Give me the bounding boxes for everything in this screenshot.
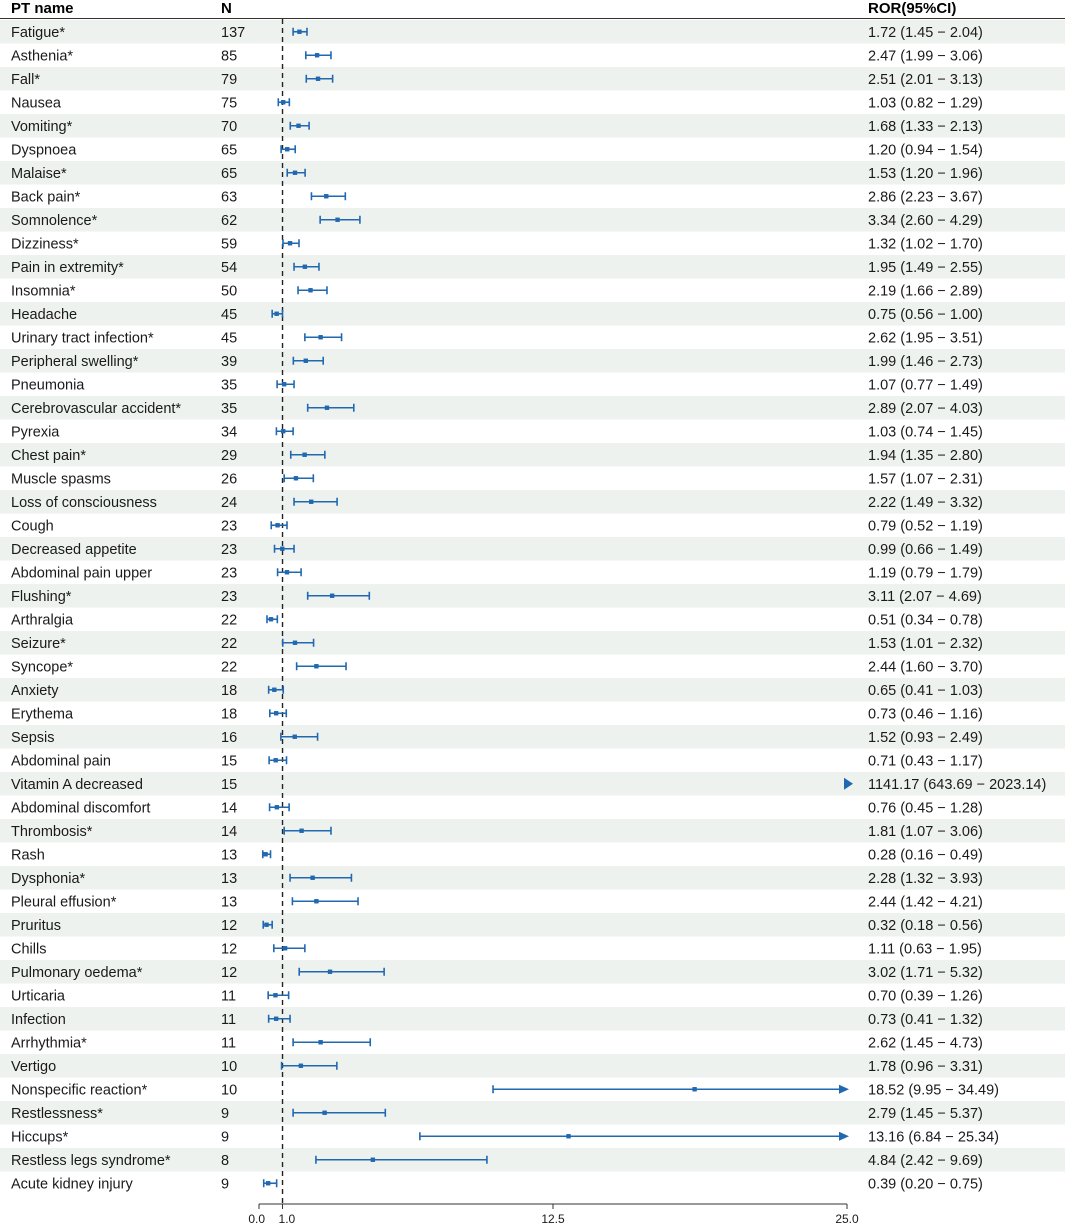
pt-name-label: Acute kidney injury bbox=[11, 1176, 133, 1193]
ror-ci-label: 2.89 (2.07 − 4.03) bbox=[868, 400, 983, 417]
x-tick-label: 1.0 bbox=[278, 1212, 296, 1226]
point-estimate bbox=[692, 1087, 696, 1091]
n-label: 45 bbox=[221, 330, 238, 347]
ror-ci-label: 1.68 (1.33 − 2.13) bbox=[868, 118, 983, 135]
pt-name-label: Pruritus bbox=[11, 917, 61, 934]
n-label: 62 bbox=[221, 212, 238, 229]
n-label: 9 bbox=[221, 1105, 230, 1122]
ror-ci-label: 0.99 (0.66 − 1.49) bbox=[868, 541, 983, 558]
n-label: 9 bbox=[221, 1176, 230, 1193]
point-estimate bbox=[309, 500, 313, 504]
pt-name-label: Urinary tract infection* bbox=[11, 330, 154, 347]
pt-name-label: Urticaria bbox=[11, 988, 65, 1005]
n-label: 15 bbox=[221, 776, 238, 793]
point-estimate bbox=[315, 53, 319, 57]
pt-name-label: Decreased appetite bbox=[11, 541, 137, 558]
n-label: 13 bbox=[221, 870, 238, 887]
point-estimate bbox=[283, 946, 287, 950]
ror-ci-label: 1.19 (0.79 − 1.79) bbox=[868, 565, 983, 582]
pt-name-label: Somnolence* bbox=[11, 212, 98, 229]
n-label: 79 bbox=[221, 71, 238, 88]
point-estimate bbox=[330, 594, 334, 598]
point-estimate bbox=[281, 429, 285, 433]
point-estimate bbox=[293, 171, 297, 175]
n-label: 59 bbox=[221, 236, 238, 253]
ror-ci-label: 1.53 (1.20 − 1.96) bbox=[868, 165, 983, 182]
pt-name-label: Flushing* bbox=[11, 588, 72, 605]
ror-ci-label: 13.16 (6.84 − 25.34) bbox=[868, 1129, 1000, 1146]
ror-ci-label: 1.53 (1.01 − 2.32) bbox=[868, 635, 983, 652]
point-estimate bbox=[310, 876, 314, 880]
n-label: 10 bbox=[221, 1058, 238, 1075]
pt-name-label: Muscle spasms bbox=[11, 471, 111, 488]
pt-name-label: Abdominal discomfort bbox=[11, 800, 151, 817]
ror-ci-label: 1141.17 (643.69 − 2023.14) bbox=[868, 776, 1047, 793]
n-label: 15 bbox=[221, 753, 238, 770]
ror-ci-label: 3.11 (2.07 − 4.69) bbox=[868, 588, 982, 605]
ror-ci-label: 1.95 (1.49 − 2.55) bbox=[868, 259, 983, 276]
point-estimate bbox=[296, 124, 300, 128]
ror-ci-label: 2.44 (1.42 − 4.21) bbox=[868, 894, 983, 911]
ror-ci-label: 0.71 (0.43 − 1.17) bbox=[868, 753, 983, 770]
ror-ci-label: 1.32 (1.02 − 1.70) bbox=[868, 236, 983, 253]
pt-name-label: Insomnia* bbox=[11, 283, 76, 300]
n-label: 14 bbox=[221, 800, 238, 817]
point-estimate bbox=[318, 335, 322, 339]
pt-name-label: Pain in extremity* bbox=[11, 259, 124, 276]
n-label: 14 bbox=[221, 823, 238, 840]
header-ror: ROR(95%CI) bbox=[868, 0, 957, 17]
table-header bbox=[0, 0, 1065, 19]
pt-name-label: Seizure* bbox=[11, 635, 66, 652]
ror-ci-label: 2.62 (1.45 − 4.73) bbox=[868, 1035, 983, 1052]
n-label: 45 bbox=[221, 306, 238, 323]
point-estimate bbox=[273, 993, 277, 997]
n-label: 18 bbox=[221, 682, 238, 699]
x-axis bbox=[248, 1204, 859, 1226]
n-label: 50 bbox=[221, 283, 238, 300]
n-label: 24 bbox=[221, 494, 238, 511]
pt-name-label: Fatigue* bbox=[11, 24, 66, 41]
pt-name-label: Sepsis bbox=[11, 729, 55, 746]
ror-ci-label: 2.22 (1.49 − 3.32) bbox=[868, 494, 983, 511]
pt-name-label: Restlessness* bbox=[11, 1105, 103, 1122]
ror-ci-label: 0.51 (0.34 − 0.78) bbox=[868, 612, 983, 629]
n-label: 34 bbox=[221, 424, 238, 441]
n-label: 11 bbox=[221, 1011, 237, 1028]
ci-arrow-high bbox=[839, 1132, 849, 1141]
pt-name-label: Pleural effusion* bbox=[11, 894, 117, 911]
ror-ci-label: 3.02 (1.71 − 5.32) bbox=[868, 964, 983, 981]
pt-name-label: Peripheral swelling* bbox=[11, 353, 139, 370]
n-label: 12 bbox=[221, 917, 238, 934]
ror-ci-label: 18.52 (9.95 − 34.49) bbox=[868, 1082, 1000, 1099]
pt-name-label: Headache bbox=[11, 306, 78, 323]
pt-name-label: Dyspnoea bbox=[11, 142, 77, 159]
ror-ci-label: 1.99 (1.46 − 2.73) bbox=[868, 353, 983, 370]
ror-ci-label: 2.47 (1.99 − 3.06) bbox=[868, 48, 983, 65]
point-estimate bbox=[371, 1158, 375, 1162]
ror-ci-label: 0.73 (0.46 − 1.16) bbox=[868, 706, 983, 723]
point-estimate bbox=[264, 923, 268, 927]
pt-name-label: Malaise* bbox=[11, 165, 67, 182]
pt-name-label: Cerebrovascular accident* bbox=[11, 400, 182, 417]
n-label: 23 bbox=[221, 541, 238, 558]
pt-name-label: Abdominal pain bbox=[11, 753, 111, 770]
ror-ci-label: 2.51 (2.01 − 3.13) bbox=[868, 71, 983, 88]
pt-name-label: Back pain* bbox=[11, 189, 81, 206]
n-label: 54 bbox=[221, 259, 238, 276]
pt-name-label: Vomiting* bbox=[11, 118, 73, 135]
pt-name-label: Vertigo bbox=[11, 1058, 57, 1075]
pt-name-label: Cough bbox=[11, 518, 54, 535]
ror-ci-label: 0.75 (0.56 − 1.00) bbox=[868, 306, 983, 323]
pt-name-label: Syncope* bbox=[11, 659, 74, 676]
n-label: 70 bbox=[221, 118, 238, 135]
n-label: 22 bbox=[221, 635, 238, 652]
pt-name-label: Arthralgia bbox=[11, 612, 74, 629]
point-estimate bbox=[314, 899, 318, 903]
point-estimate bbox=[293, 641, 297, 645]
n-label: 75 bbox=[221, 95, 238, 112]
pt-name-label: Abdominal pain upper bbox=[11, 565, 153, 582]
point-estimate bbox=[294, 476, 298, 480]
ror-ci-label: 0.39 (0.20 − 0.75) bbox=[868, 1176, 983, 1193]
n-label: 12 bbox=[221, 964, 238, 981]
pt-name-label: Pulmonary oedema* bbox=[11, 964, 143, 981]
n-label: 13 bbox=[221, 894, 238, 911]
n-label: 16 bbox=[221, 729, 238, 746]
ci-arrow-high bbox=[839, 1085, 849, 1094]
ror-ci-label: 1.07 (0.77 − 1.49) bbox=[868, 377, 983, 394]
n-label: 29 bbox=[221, 447, 238, 464]
ror-ci-label: 1.03 (0.82 − 1.29) bbox=[868, 95, 983, 112]
pt-name-label: Chest pain* bbox=[11, 447, 86, 464]
pt-name-label: Dizziness* bbox=[11, 236, 79, 253]
point-estimate bbox=[266, 1181, 270, 1185]
n-label: 11 bbox=[221, 988, 237, 1005]
point-estimate bbox=[274, 312, 278, 316]
ror-ci-label: 0.73 (0.41 − 1.32) bbox=[868, 1011, 983, 1028]
ror-ci-label: 2.62 (1.95 − 3.51) bbox=[868, 330, 983, 347]
point-estimate bbox=[299, 829, 303, 833]
point-estimate bbox=[325, 406, 329, 410]
point-estimate bbox=[285, 147, 289, 151]
n-label: 23 bbox=[221, 518, 238, 535]
ror-ci-label: 1.20 (0.94 − 1.54) bbox=[868, 142, 983, 159]
ror-ci-label: 1.52 (0.93 − 2.49) bbox=[868, 729, 983, 746]
pt-name-label: Arrhythmia* bbox=[11, 1035, 87, 1052]
point-estimate bbox=[274, 711, 278, 715]
ror-ci-label: 3.34 (2.60 − 4.29) bbox=[868, 212, 983, 229]
n-label: 137 bbox=[221, 24, 246, 41]
pt-name-label: Chills bbox=[11, 941, 47, 958]
n-label: 35 bbox=[221, 400, 238, 417]
pt-name-label: Nonspecific reaction* bbox=[11, 1082, 148, 1099]
point-estimate bbox=[328, 970, 332, 974]
n-label: 22 bbox=[221, 612, 238, 629]
n-label: 39 bbox=[221, 353, 238, 370]
ror-ci-label: 1.03 (0.74 − 1.45) bbox=[868, 424, 983, 441]
ror-ci-label: 4.84 (2.42 − 9.69) bbox=[868, 1152, 983, 1169]
pt-name-label: Nausea bbox=[11, 95, 61, 112]
ror-ci-label: 0.70 (0.39 − 1.26) bbox=[868, 988, 983, 1005]
ror-ci-label: 2.86 (2.23 − 3.67) bbox=[868, 189, 983, 206]
point-estimate bbox=[316, 77, 320, 81]
ror-ci-label: 1.72 (1.45 − 2.04) bbox=[868, 24, 983, 41]
n-label: 11 bbox=[221, 1035, 237, 1052]
pt-name-label: Restless legs syndrome* bbox=[11, 1152, 171, 1169]
ror-ci-label: 2.28 (1.32 − 3.93) bbox=[868, 870, 983, 887]
ror-ci-label: 0.65 (0.41 − 1.03) bbox=[868, 682, 983, 699]
point-estimate bbox=[303, 265, 307, 269]
point-estimate bbox=[318, 1040, 322, 1044]
ror-ci-label: 1.78 (0.96 − 3.31) bbox=[868, 1058, 983, 1075]
pt-name-label: Hiccups* bbox=[11, 1129, 69, 1146]
ror-ci-label: 2.79 (1.45 − 5.37) bbox=[868, 1105, 983, 1122]
point-estimate bbox=[273, 758, 277, 762]
n-label: 9 bbox=[221, 1129, 230, 1146]
point-estimate bbox=[322, 1111, 326, 1115]
n-label: 22 bbox=[221, 659, 238, 676]
pt-name-label: Pneumonia bbox=[11, 377, 85, 394]
x-tick-label: 0.0 bbox=[248, 1212, 265, 1226]
point-estimate bbox=[302, 453, 306, 457]
point-estimate bbox=[275, 523, 279, 527]
n-label: 23 bbox=[221, 565, 238, 582]
header-pt-name: PT name bbox=[11, 0, 74, 17]
point-estimate bbox=[324, 194, 328, 198]
ror-ci-label: 2.44 (1.60 − 3.70) bbox=[868, 659, 983, 676]
pt-name-label: Pyrexia bbox=[11, 424, 60, 441]
n-label: 12 bbox=[221, 941, 238, 958]
point-estimate bbox=[272, 688, 276, 692]
ror-ci-label: 1.81 (1.07 − 3.06) bbox=[868, 823, 983, 840]
n-label: 10 bbox=[221, 1082, 238, 1099]
pt-name-label: Vitamin A decreased bbox=[11, 776, 143, 793]
point-estimate bbox=[308, 288, 312, 292]
n-label: 65 bbox=[221, 142, 238, 159]
n-label: 13 bbox=[221, 847, 238, 864]
point-estimate bbox=[269, 617, 273, 621]
point-estimate bbox=[280, 547, 284, 551]
ror-ci-label: 2.19 (1.66 − 2.89) bbox=[868, 283, 983, 300]
point-estimate bbox=[274, 1017, 278, 1021]
point-estimate bbox=[314, 664, 318, 668]
point-estimate bbox=[275, 805, 279, 809]
point-estimate bbox=[288, 241, 292, 245]
ror-ci-label: 0.28 (0.16 − 0.49) bbox=[868, 847, 983, 864]
pt-name-label: Asthenia* bbox=[11, 48, 74, 65]
point-estimate bbox=[293, 735, 297, 739]
n-label: 23 bbox=[221, 588, 238, 605]
ror-ci-label: 0.32 (0.18 − 0.56) bbox=[868, 917, 983, 934]
ror-ci-label: 1.57 (1.07 − 2.31) bbox=[868, 471, 983, 488]
point-estimate bbox=[566, 1134, 570, 1138]
pt-name-label: Rash bbox=[11, 847, 45, 864]
point-estimate bbox=[263, 852, 267, 856]
ror-ci-label: 0.79 (0.52 − 1.19) bbox=[868, 518, 983, 535]
pt-name-label: Fall* bbox=[11, 71, 41, 88]
point-estimate bbox=[299, 1064, 303, 1068]
header-n: N bbox=[221, 0, 232, 17]
n-label: 18 bbox=[221, 706, 238, 723]
pt-name-label: Loss of consciousness bbox=[11, 494, 157, 511]
ror-ci-label: 1.11 (0.63 − 1.95) bbox=[868, 941, 982, 958]
pt-name-label: Erythema bbox=[11, 706, 74, 723]
n-label: 85 bbox=[221, 48, 238, 65]
point-estimate bbox=[282, 382, 286, 386]
pt-name-label: Anxiety bbox=[11, 682, 59, 699]
n-label: 35 bbox=[221, 377, 238, 394]
x-tick-label: 25.0 bbox=[835, 1212, 859, 1226]
n-label: 26 bbox=[221, 471, 238, 488]
pt-name-label: Dysphonia* bbox=[11, 870, 86, 887]
n-label: 8 bbox=[221, 1152, 230, 1169]
pt-name-label: Infection bbox=[11, 1011, 66, 1028]
pt-name-label: Thrombosis* bbox=[11, 823, 93, 840]
point-estimate bbox=[285, 570, 289, 574]
point-estimate bbox=[304, 359, 308, 363]
ror-ci-label: 0.76 (0.45 − 1.28) bbox=[868, 800, 983, 817]
point-estimate bbox=[335, 218, 339, 222]
point-estimate bbox=[281, 100, 285, 104]
n-label: 65 bbox=[221, 165, 238, 182]
ror-ci-label: 1.94 (1.35 − 2.80) bbox=[868, 447, 983, 464]
point-estimate bbox=[297, 30, 301, 34]
n-label: 63 bbox=[221, 189, 238, 206]
x-tick-label: 12.5 bbox=[541, 1212, 565, 1226]
